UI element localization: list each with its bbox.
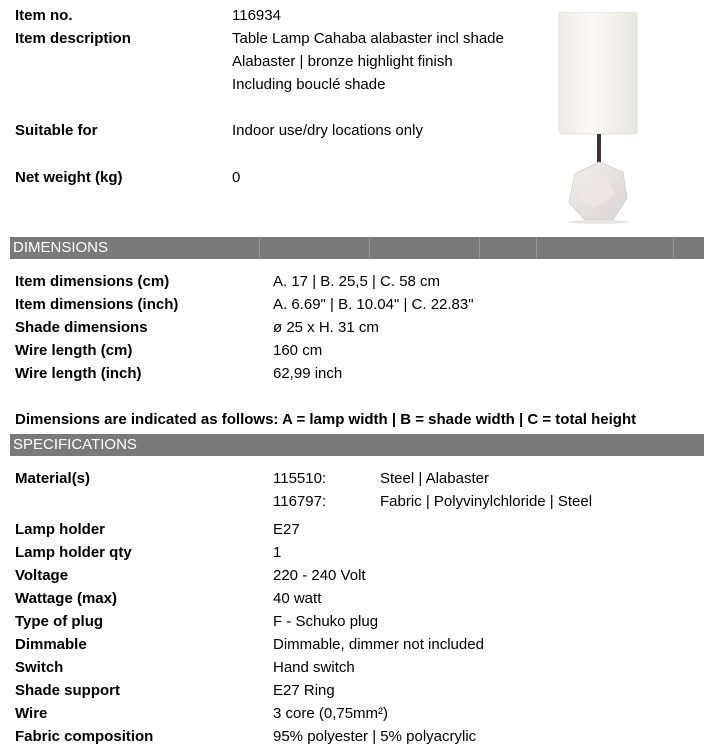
spec-row-label: Wattage (max) [15, 590, 117, 607]
item-description-line-1: Table Lamp Cahaba alabaster incl shade [232, 30, 504, 47]
spec-row-label: Wire [15, 705, 48, 722]
spec-row-label: Fabric composition [15, 728, 154, 745]
material-code: 116797: [273, 493, 327, 510]
suitable-for-label: Suitable for [15, 122, 98, 139]
dim-row-label: Item dimensions (inch) [15, 296, 179, 313]
dimensions-section-header [10, 237, 704, 259]
item-description-line-3: Including bouclé shade [232, 76, 386, 93]
item-no-label: Item no. [15, 7, 73, 24]
spec-row-value: Dimmable, dimmer not included [273, 636, 484, 653]
spec-row-label: Lamp holder [15, 521, 106, 538]
product-image [555, 12, 645, 224]
dim-row-label: Wire length (cm) [15, 342, 133, 359]
spec-row-label: Shade support [15, 682, 121, 699]
item-description-label: Item description [15, 30, 131, 47]
dim-row-label: Item dimensions (cm) [15, 273, 170, 290]
dimensions-note: Dimensions are indicated as follows: A = lamp width | B = shade width | C = total height [15, 411, 637, 428]
dim-row-label: Shade dimensions [15, 319, 148, 336]
materials-label: Material(s) [15, 470, 91, 487]
net-weight-value: 0 [232, 169, 241, 186]
dim-row-label: Wire length (inch) [15, 365, 142, 382]
spec-row-value: E27 [273, 521, 300, 538]
spec-row-label: Lamp holder qty [15, 544, 132, 561]
item-no-value: 116934 [232, 7, 281, 24]
dim-row-value: 160 cm [273, 342, 323, 359]
dim-row-value: A. 17 | B. 25,5 | C. 58 cm [273, 273, 441, 290]
spec-row-value: 3 core (0,75mm²) [273, 705, 389, 722]
material-value: Steel | Alabaster [380, 470, 489, 487]
specifications-title: SPECIFICATIONS [13, 436, 137, 453]
dim-row-value: 62,99 inch [273, 365, 343, 382]
spec-row-label: Type of plug [15, 613, 104, 630]
spec-row-value: F - Schuko plug [273, 613, 379, 630]
dim-row-value: ø 25 x H. 31 cm [273, 319, 379, 336]
dimensions-title: DIMENSIONS [13, 239, 109, 256]
spec-row-value: 95% polyester | 5% polyacrylic [273, 728, 477, 745]
item-description-line-2: Alabaster | bronze highlight finish [232, 53, 453, 70]
suitable-for-value: Indoor use/dry locations only [232, 122, 423, 139]
spec-row-value: Hand switch [273, 659, 355, 676]
dim-row-value: A. 6.69" | B. 10.04" | C. 22.83" [273, 296, 474, 313]
spec-row-label: Switch [15, 659, 64, 676]
net-weight-label: Net weight (kg) [15, 169, 123, 186]
spec-row-label: Dimmable [15, 636, 87, 653]
spec-row-value: 220 - 240 Volt [273, 567, 366, 584]
spec-row-value: E27 Ring [273, 682, 335, 699]
specifications-section-header [10, 434, 704, 456]
spec-row-value: 1 [273, 544, 282, 561]
material-code: 115510: [273, 470, 327, 487]
spec-row-label: Voltage [15, 567, 69, 584]
spec-row-value: 40 watt [273, 590, 322, 607]
material-value: Fabric | Polyvinylchloride | Steel [380, 493, 593, 510]
